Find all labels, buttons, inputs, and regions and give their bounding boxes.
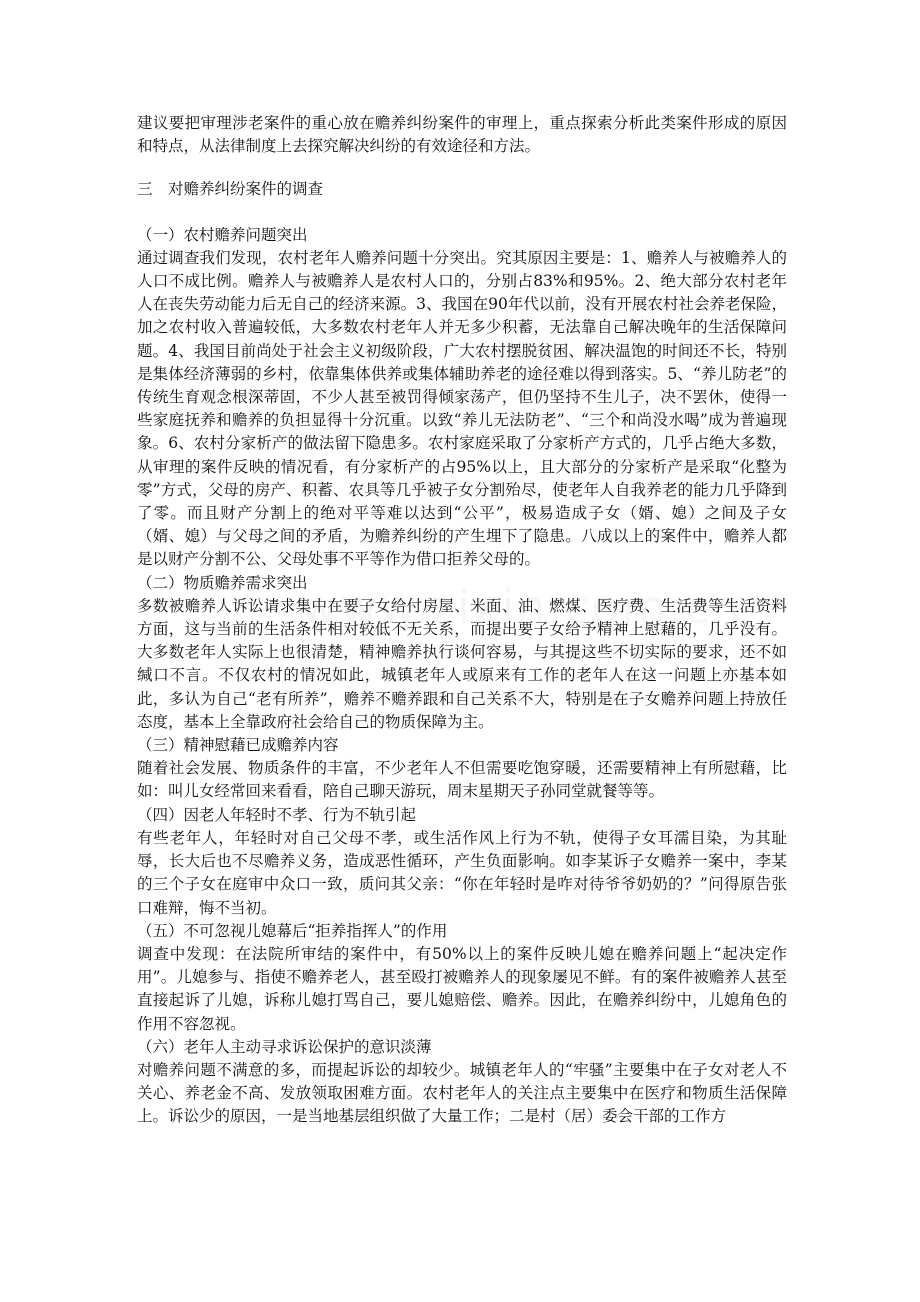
document-body bbox=[137, 112, 787, 1129]
spacer bbox=[137, 202, 787, 224]
subsection-heading-2: （二）物质赡养需求突出 bbox=[137, 573, 308, 592]
intro-paragraph: 建议要把审理涉老案件的重心放在赡养纠纷案件的审理上，重点探索分析此类案件形成的原因和特点，从法律制度上去探究解决纠纷的有效途径和方法。 bbox=[137, 114, 787, 156]
subsection-heading-3: （三）精神慰藉已成赡养内容 bbox=[137, 736, 339, 755]
subsection-body-5: 调查中发现：在法院所审结的案件中，有50%以上的案件反映儿媳在赡养问题上“起决定作用”。儿媳参与、指使不赡养老人，甚至殴打被赡养人的现象屡见不鲜。有的案件被赡养人甚至直接起诉了儿媳，诉称儿媳打骂自己，要儿媳赔偿、赡养。因此，在赡养纠纷中，儿媳角色的作用不容忽视。 bbox=[137, 944, 787, 1033]
subsection-body-1: 通过调查我们发现，农村老年人赡养问题十分突出。究其原因主要是：1、赡养人与被赡养人的人口不成比例。赡养人与被赡养人是农村人口的，分别占83%和95%。2、绝大部分农村老年人在丧失劳动能力后无自己的经济来源。3、我国在90年代以前，没有开展农村社会养老保险，加之农村收入普遍较低，大多数农村老年人并无多少积蓄，无法靠自己解决晚年的生活保障问题。4、我国目前尚处于社会主义初级阶段，广大农村摆脱贫困、解决温饱的时间还不长，特别是集体经济薄弱的乡村，依靠集体供养或集体辅助养老的途径难以得到落实。5、“养儿防老”的传统生育观念根深蒂固，不少人甚至被罚得倾家荡产，但仍坚持不生儿子，决不罢休，使得一些家庭抚养和赡养的负担显得十分沉重。以致“养儿无法防老”、“三个和尚没水喝”成为普遍现象。6、农村分家析产的做法留下隐患多。农村家庭采取了分家析产方式的，几乎占绝大多数，从审理的案件反映的情况看，有分家析产的占95%以上，且大部分的分家析产是采取“化整为零”方式，父母的房产、积蓄、农具等几乎被子女分割殆尽，使老年人自我养老的能力几乎降到了零。而且财产分割上的绝对平等难以达到“公平”，极易造成子女（婿、媳）之间及子女（婿、媳）与父母之间的矛盾，为赡养纠纷的产生埋下了隐患。八成以上的案件中，赡养人都是以财产分割不公、父母处事不平等作为借口拒养父母的。 bbox=[137, 248, 787, 569]
spacer bbox=[137, 158, 787, 178]
subsection-heading-4: （四）因老人年轻时不孝、行为不轨引起 bbox=[137, 805, 417, 824]
subsection-heading-6: （六）老年人主动寻求诉讼保护的意识淡薄 bbox=[137, 1037, 432, 1056]
subsection-body-4: 有些老年人，年轻时对自己父母不孝，或生活作风上行为不轨，使得子女耳濡目染，为其耻辱，长大后也不尽赡养义务，造成恶性循环，产生负面影响。如李某诉子女赡养一案中，李某的三个子女在庭审中众口一致，质问其父亲：“你在年轻时是咋对待爷爷奶奶的？”问得原告张口难辩，悔不当初。 bbox=[137, 828, 787, 917]
subsection-body-2: 多数被赡养人诉讼请求集中在要子女给付房屋、米面、油、燃煤、医疗费、生活费等生活资料方面，这与当前的生活条件相对较低不无关系，而提出要子女给予精神上慰藉的，几乎没有。大多数老年人实际上也很清楚，精神赡养执行谈何容易，与其提这些不切实际的要求，还不如缄口不言。不仅农村的情况如此，城镇老年人或原来有工作的老年人在这一问题上亦基本如此，多认为自己“老有所养”，赡养不赡养跟和自己关系不大，特别是在子女赡养问题上持放任态度，基本上全靠政府社会给自己的物质保障为主。 bbox=[137, 596, 787, 731]
subsection-body-6: 对赡养问题不满意的多，而提起诉讼的却较少。城镇老年人的“牢骚”主要集中在子女对老人不关心、养老金不高、发放领取困难方面。农村老年人的关注点主要集中在医疗和物质生活保障上。诉讼少的原因，一是当地基层组织做了大量工作；二是村（居）委会干部的工作方 bbox=[137, 1060, 787, 1126]
subsection-body-3: 随着社会发展、物质条件的丰富，不少老年人不但需要吃饱穿暖，还需要精神上有所慰藉，比如：叫儿女经常回来看看，陪自己聊天游玩，周末星期天子孙同堂就餐等等。 bbox=[137, 759, 787, 801]
subsection-heading-1: （一）农村赡养问题突出 bbox=[137, 225, 308, 244]
section-title: 三 对赡养纠纷案件的调查 bbox=[137, 180, 324, 199]
subsection-heading-5: （五）不可忽视儿媳幕后“拒养指挥人”的作用 bbox=[137, 921, 448, 940]
